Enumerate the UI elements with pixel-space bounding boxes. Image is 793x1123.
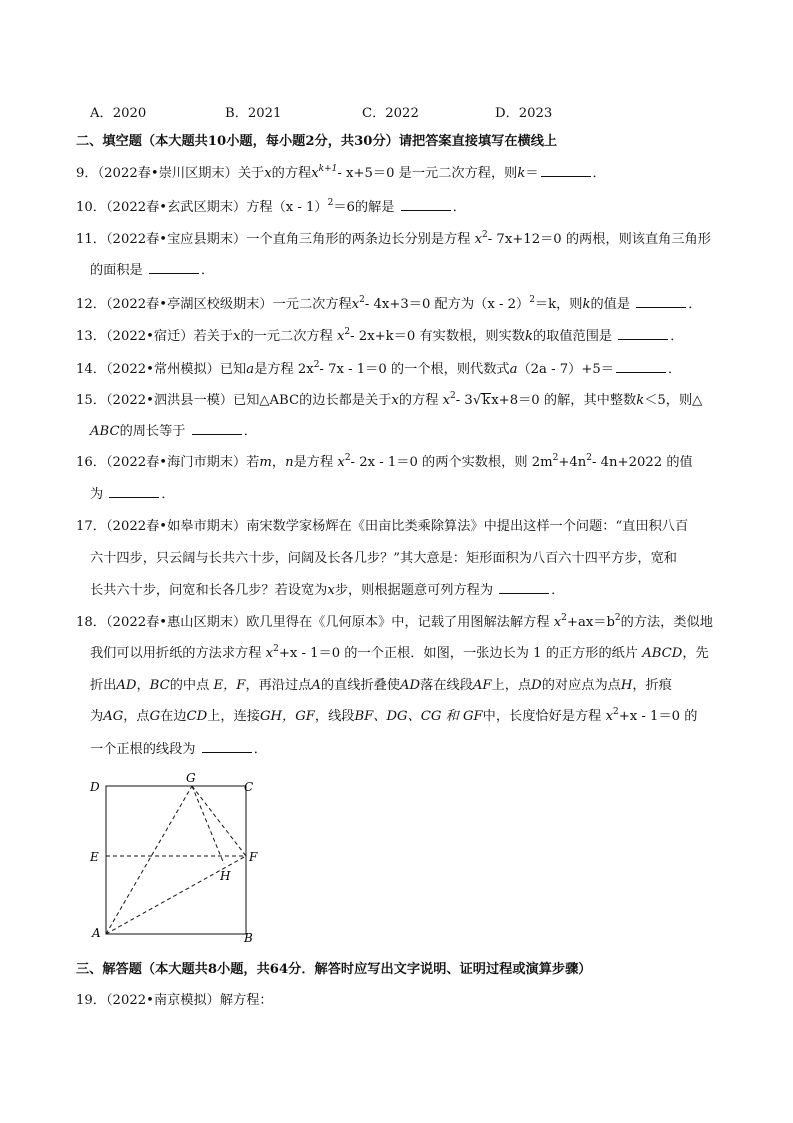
question-18-line-1: 18．（2022春•惠山区期末）欧几里得在《几何原本》中，记载了用图解法解方程 $x^2+ax=b^2$的方法，类似地 [76,612,713,630]
section-heading-solve: 三、解答题（本大题共8小题，共64分．解答时应写出文字说明、证明过程或演算步骤） [76,962,592,977]
segment-gh [192,786,224,864]
folding-square-figure [84,770,264,945]
segment-af [106,856,246,934]
question-18-line-4: 为AG，点G在边CD上，连接GH，GF，线段BF、DG、CG 和 GF中，长度恰好是方程 $x^2+x - 1=0$ 的 [90,706,698,724]
label-h: H [220,869,231,883]
label-b: B [244,931,253,945]
option-b: B．2021 [225,106,282,121]
answer-blank [149,261,199,274]
answer-blank [618,327,668,340]
segment-ag [106,786,192,934]
answer-blank [616,360,666,373]
question-11: 11．（2022春•宝应县期末）一个直角三角形的两条边长分别是方程 $x^2-$ 7x+12＝0 的两根，则该直角三角形 [76,229,711,247]
square-abcd [106,786,246,934]
question-18-line-3: 折出AD，BC的中点 E，F，再沿过点A的直线折叠使AD落在线段AF上，点D的对应点为点H，折痕 [90,678,672,693]
answer-blank [499,581,549,594]
answer-blank [636,295,686,308]
answer-blank [109,485,159,498]
sqrt-sign: √ [472,393,482,408]
question-17-line-1: 17．（2022春•如皋市期末）南宋数学家杨辉在《田亩比类乘除算法》中提出这样一个问题：“直田积八百 [76,519,689,534]
question-15-cont: ABC的周长等于 ． [90,424,257,439]
question-19: 19．（2022•南京模拟）解方程： [76,993,273,1008]
label-d: D [90,780,100,794]
option-a: A．2020 [90,106,147,121]
answer-blank [401,198,451,211]
answer-blank [202,740,252,753]
question-16: 16．（2022春•海门市期末）若m，n是方程 $x^2-$ 2x - 1＝0 的两个实数根，则 $2m^2+4n^2-$ 4n+2022 的值 [76,452,693,470]
question-17-line-2: 六十四步，只云阔与长共六十步，问阔及长各几步？”其大意是：矩形面积为八百六十四平方步，宽和 [90,551,677,566]
segment-gf [192,786,246,856]
question-9: 9．（2022春•崇川区期末）关于x的方程$x^{k+1}-$ x+5＝0 是一元二次方程，则k＝ ． [76,163,606,181]
option-d: D．2023 [495,106,553,121]
label-g: G [186,771,196,785]
question-12: 12．（2022春•亭湖区校级期末）一元二次方程$x^2-$ 4x+3＝0 配方为（x - 2）$^2$＝k，则k的值是 ． [76,294,702,312]
label-f: F [249,850,258,864]
question-17-line-3: 长共六十步，问宽和长各几步？若设宽为x步，则根据题意可列方程为 ． [90,583,565,598]
answer-blank [192,422,242,435]
answer-blank [541,164,591,177]
question-11-cont: 的面积是 ． [90,263,215,278]
label-a: A [92,926,101,940]
section-heading-fill-in: 二、填空题（本大题共10小题，每小题2分，共30分）请把答案直接填写在横线上 [76,134,558,149]
question-18-line-5: 一个正根的线段为 ． [90,742,267,757]
question-14: 14．（2022•常州模拟）已知a是方程 $2x^2-$ 7x - 1＝0 的一个根，则代数式a（2a - 7）+5＝ ． [76,359,682,377]
question-16-cont: 为 ． [90,487,175,502]
question-13: 13．（2022•宿迁）若关于x的一元二次方程 $x^2-$ 2x+k＝0 有实数根，则实数k的取值范围是 ． [76,326,684,344]
question-15: 15．（2022•泗洪县一模）已知△ABC的边长都是关于x的方程 $x^2-$ 3√kx+8＝0 的解，其中整数k＜5，则△ [76,390,703,408]
question-18-line-2: 我们可以用折纸的方法求方程 $x^2+x - 1=0$ 的一个正根．如图，一张边长为 1 的正方形的纸片 ABCD，先 [90,643,709,661]
label-c: C [244,780,254,794]
label-e: E [90,850,99,864]
question-10: 10．（2022春•玄武区期末）方程（x - 1）$^2$＝6的解是 ． [76,197,466,215]
option-c: C．2022 [362,106,419,121]
